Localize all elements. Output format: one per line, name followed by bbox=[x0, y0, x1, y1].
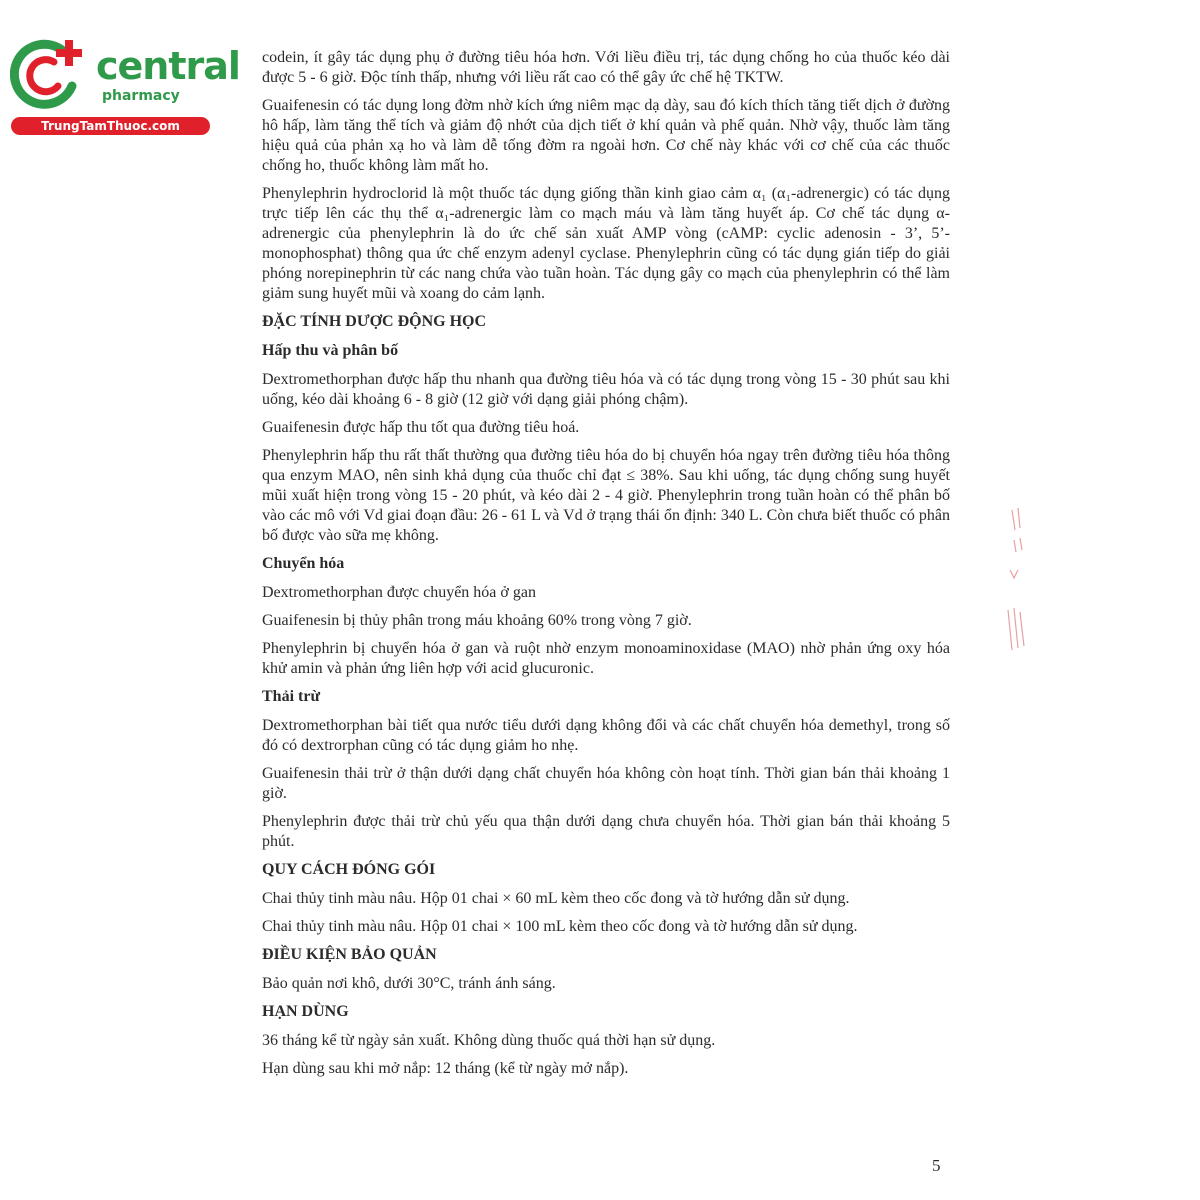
paragraph: Bảo quản nơi khô, dưới 30°C, tránh ánh sáng. bbox=[262, 975, 556, 992]
section-heading: HẠN DÙNG bbox=[262, 1003, 349, 1020]
paragraph: Dextromethorphan bài tiết qua nước tiểu dưới dạng không đổi và các chất chuyển hóa demethyl, trong số đó có dextrorphan cũng có tác dụng giảm ho nhẹ. bbox=[262, 717, 950, 754]
paragraph: Dextromethorphan được chuyển hóa ở gan bbox=[262, 584, 536, 601]
paragraph: Guaifenesin thải trừ ở thận dưới dạng chất chuyển hóa không còn hoạt tính. Thời gian bán thải khoảng 1 giờ. bbox=[262, 765, 950, 802]
paragraph: codein, ít gây tác dụng phụ ở đường tiêu hóa hơn. Với liều điều trị, tác dụng chống ho của thuốc kéo dài được 5 - 6 giờ. Độc tính thấp, nhưng với liều rất cao có thể gây ức chế hệ TKTW. bbox=[262, 49, 950, 86]
subsection-heading: Hấp thu và phân bố bbox=[262, 342, 399, 359]
subsection-heading: Chuyển hóa bbox=[262, 555, 345, 572]
paragraph: Chai thủy tinh màu nâu. Hộp 01 chai × 60 mL kèm theo cốc đong và tờ hướng dẫn sử dụng. bbox=[262, 890, 850, 907]
paragraph: Dextromethorphan được hấp thu nhanh qua đường tiêu hóa và có tác dụng trong vòng 15 - 30 phút sau khi uống, kéo dài khoảng 6 - 8 giờ (12 giờ với dạng giải phóng chậm). bbox=[262, 371, 950, 408]
page-number: 5 bbox=[932, 1156, 941, 1175]
paragraph: Hạn dùng sau khi mở nắp: 12 tháng (kể từ ngày mở nắp). bbox=[262, 1060, 629, 1077]
paragraph: Guaifenesin bị thủy phân trong máu khoảng 60% trong vòng 7 giờ. bbox=[262, 612, 692, 629]
paragraph: Chai thủy tinh màu nâu. Hộp 01 chai × 100 mL kèm theo cốc đong và tờ hướng dẫn sử dụng. bbox=[262, 918, 858, 935]
section-heading: ĐẶC TÍNH DƯỢC ĐỘNG HỌC bbox=[262, 313, 487, 330]
brand-url-badge: TrungTamThuoc.com bbox=[11, 117, 210, 135]
brand-subtitle: pharmacy bbox=[102, 88, 180, 104]
paragraph: Phenylephrin hấp thu rất thất thường qua đường tiêu hóa do bị chuyển hóa ngay trên đường tiêu hóa thông qua enzym MAO, nên sinh khả dụng của thuốc chỉ đạt ≤ 38%. Sau khi uống, tác dụng chống sung huyết mũi xuất hiện trong vòng 15 - 20 phút, và kéo dài 2 - 4 giờ. Phenylephrin trong tuần hoàn có thể phân bố vào các mô với Vd giai đoạn đầu: 26 - 61 L và Vd ở trạng thái ổn định: 340 L. Còn chưa biết thuốc có phân bố được vào sữa mẹ không. bbox=[262, 447, 950, 544]
stamp-mark bbox=[1000, 500, 1030, 660]
section-heading: ĐIỀU KIỆN BẢO QUẢN bbox=[262, 946, 437, 963]
section-heading: QUY CÁCH ĐÓNG GÓI bbox=[262, 861, 436, 878]
paragraph: Guaifenesin có tác dụng long đờm nhờ kích ứng niêm mạc dạ dày, sau đó kích thích tăng tiết dịch ở đường hô hấp, làm tăng thể tích và giảm độ nhớt của dịch tiết ở khí quản và phế quản. Nhờ vậy, thuốc làm tăng hiệu quả của phản xạ ho và làm dễ tống đờm ra ngoài hơn. Cơ chế này khác với cơ chế của các thuốc chống ho, thuốc không làm mất ho. bbox=[262, 97, 950, 174]
paragraph: Phenylephrin được thải trừ chủ yếu qua thận dưới dạng chưa chuyển hóa. Thời gian bán thải khoảng 5 phút. bbox=[262, 813, 950, 850]
paragraph: Phenylephrin hydroclorid là một thuốc tác dụng giống thần kinh giao cảm α₁ (α₁-adrenergic) có tác dụng trực tiếp lên các thụ thể α₁-adrenergic làm co mạch máu và làm tăng huyết áp. Cơ chế tác dụng α-adrenergic của phenylephrin là do ức chế sản xuất AMP vòng (cAMP: cyclic adenosin - 3’, 5’-monophosphat) thông qua ức chế enzym adenyl cyclase. Phenylephrin cũng có tác dụng gián tiếp do giải phóng norepinephrin từ các nang chứa vào tuần hoàn. Tác dụng gây co mạch của phenylephrin có thể làm giảm sung huyết mũi và xoang do cảm lạnh. bbox=[262, 185, 950, 302]
paragraph: Guaifenesin được hấp thu tốt qua đường tiêu hoá. bbox=[262, 419, 580, 436]
paragraph: 36 tháng kể từ ngày sản xuất. Không dùng thuốc quá thời hạn sử dụng. bbox=[262, 1032, 716, 1049]
pharmacy-logo-icon bbox=[10, 36, 86, 112]
subsection-heading: Thải trừ bbox=[262, 688, 321, 705]
central-pharmacy-logo bbox=[10, 36, 240, 141]
brand-name: central bbox=[96, 44, 240, 88]
paragraph: Phenylephrin bị chuyển hóa ở gan và ruột nhờ enzym monoaminoxidase (MAO) nhờ phản ứng oxy hóa khử amin và phản ứng liên hợp với acid glucuronic. bbox=[262, 640, 950, 677]
document-body bbox=[262, 48, 950, 1087]
